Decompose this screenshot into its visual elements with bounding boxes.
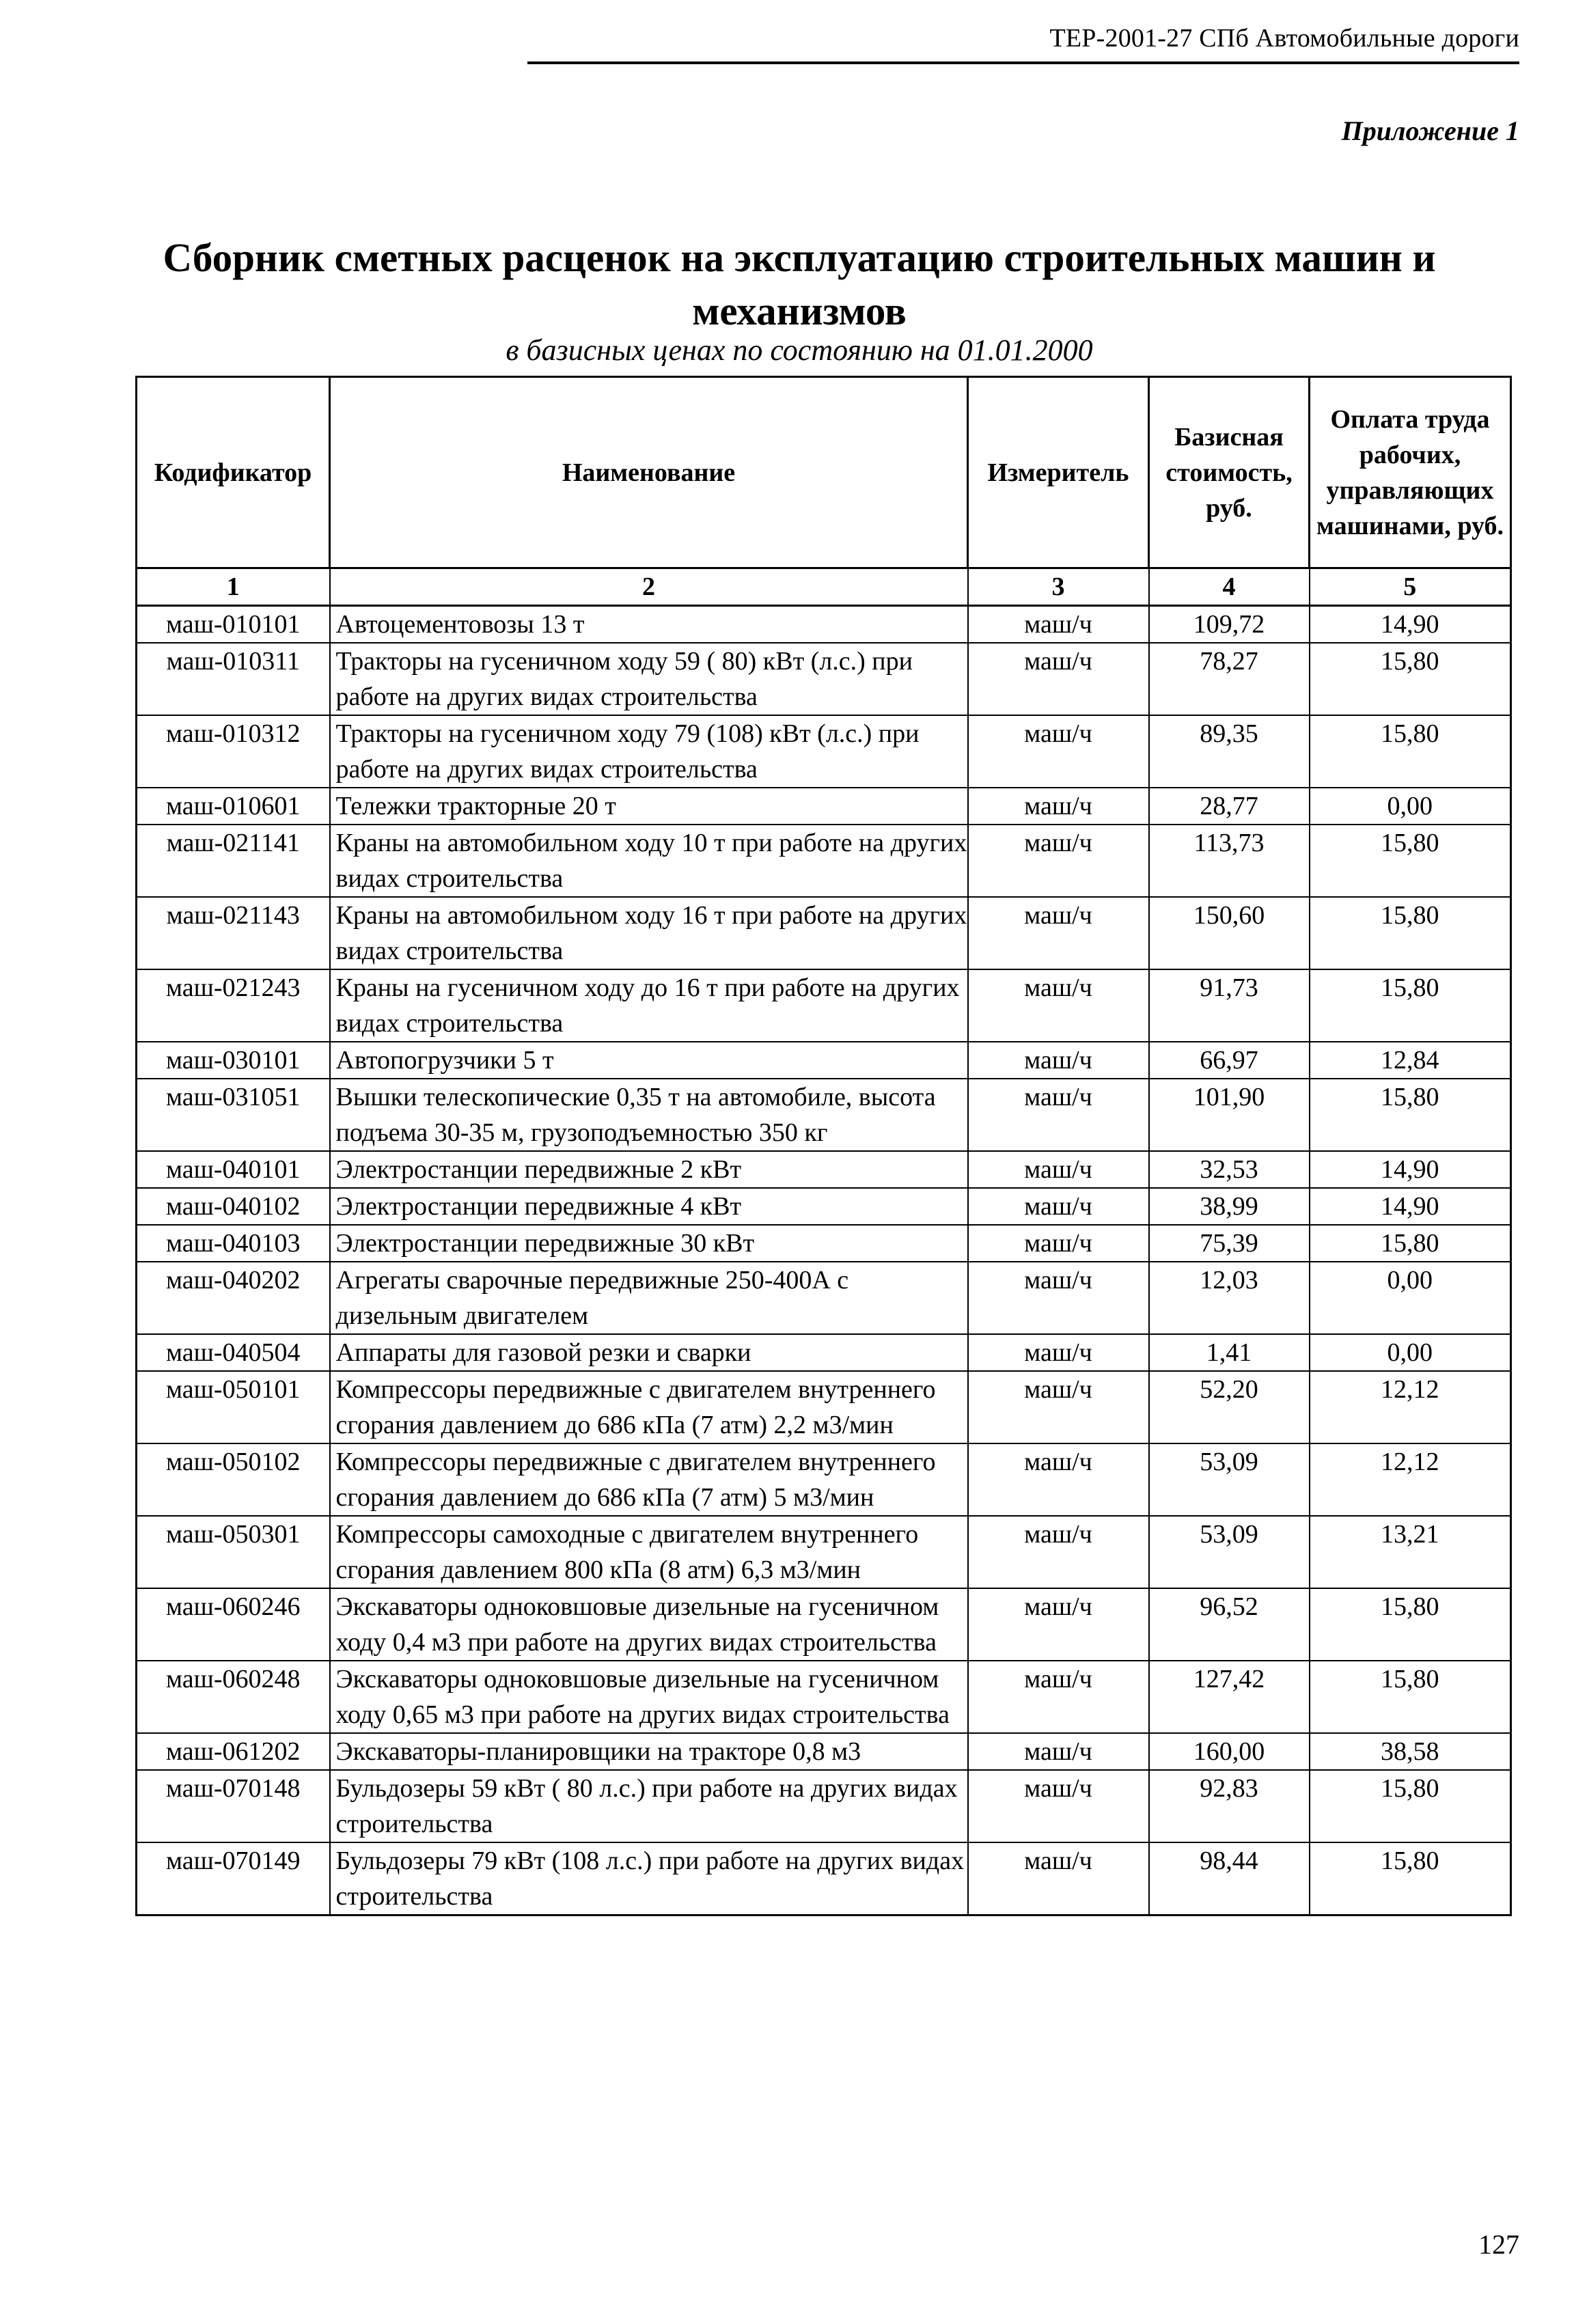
table-row [137,825,1511,897]
cell-unit: маш/ч [968,1079,1149,1151]
cell-name: Тракторы на гусеничном ходу 79 (108) кВт (л.с.) при работе на других видах строительства [330,715,968,788]
cell-code: маш-050301 [137,1516,330,1588]
cell-code: маш-040103 [137,1225,330,1262]
column-header-labor: Оплата труда рабочих, управляющих машинами, руб. [1310,377,1511,568]
cell-name: Электростанции передвижные 30 кВт [330,1225,968,1262]
cell-name: Тракторы на гусеничном ходу 59 ( 80) кВт (л.с.) при работе на других видах строительства [330,643,968,715]
cell-cost: 75,39 [1149,1225,1310,1262]
cell-name: Компрессоры передвижные с двигателем внутреннего сгорания давлением до 686 кПа (7 атм) 2,2 м3/мин [330,1371,968,1443]
cell-unit: маш/ч [968,1262,1149,1334]
cell-unit: маш/ч [968,1661,1149,1733]
cell-unit: маш/ч [968,715,1149,788]
cell-unit: маш/ч [968,1516,1149,1588]
cell-labor: 14,90 [1310,1151,1511,1188]
column-header-name: Наименование [330,377,968,568]
table-row [137,1733,1511,1770]
table-row [137,1443,1511,1516]
cell-cost: 101,90 [1149,1079,1310,1151]
table-row [137,715,1511,788]
cell-unit: маш/ч [968,1042,1149,1079]
cell-code: маш-060246 [137,1588,330,1661]
cell-name: Автоцементовозы 13 т [330,606,968,644]
cell-cost: 53,09 [1149,1443,1310,1516]
cell-name: Компрессоры передвижные с двигателем внутреннего сгорания давлением до 686 кПа (7 атм) 5 м3/мин [330,1443,968,1516]
cell-name: Компрессоры самоходные с двигателем внутреннего сгорания давлением 800 кПа (8 атм) 6,3 м3/мин [330,1516,968,1588]
column-number-row [137,568,1511,606]
cell-code: маш-040102 [137,1188,330,1225]
cell-labor: 15,80 [1310,1842,1511,1915]
cell-labor: 38,58 [1310,1733,1511,1770]
cell-cost: 66,97 [1149,1042,1310,1079]
cell-unit: маш/ч [968,969,1149,1042]
cell-cost: 160,00 [1149,1733,1310,1770]
table-row [137,1334,1511,1371]
cell-labor: 14,90 [1310,606,1511,644]
cell-code: маш-070148 [137,1770,330,1842]
cell-unit: маш/ч [968,1371,1149,1443]
table-row [137,1262,1511,1334]
cell-labor: 15,80 [1310,825,1511,897]
cell-cost: 113,73 [1149,825,1310,897]
cell-cost: 150,60 [1149,897,1310,969]
table-row [137,1842,1511,1915]
cell-name: Экскаваторы-планировщики на тракторе 0,8 м3 [330,1733,968,1770]
cell-name: Агрегаты сварочные передвижные 250-400А с дизельным двигателем [330,1262,968,1334]
column-number: 1 [137,568,330,606]
cell-name: Краны на автомобильном ходу 10 т при работе на других видах строительства [330,825,968,897]
rates-table [135,376,1512,1916]
table-row [137,897,1511,969]
table-row [137,1516,1511,1588]
cell-name: Экскаваторы одноковшовые дизельные на гусеничном ходу 0,4 м3 при работе на других видах строительства [330,1588,968,1661]
cell-name: Вышки телескопические 0,35 т на автомобиле, высота подъема 30-35 м, грузоподъемностью 350 кг [330,1079,968,1151]
cell-unit: маш/ч [968,1770,1149,1842]
cell-code: маш-030101 [137,1042,330,1079]
cell-code: маш-021141 [137,825,330,897]
cell-unit: маш/ч [968,897,1149,969]
column-number: 5 [1310,568,1511,606]
cell-cost: 91,73 [1149,969,1310,1042]
table-row [137,1042,1511,1079]
cell-code: маш-010601 [137,788,330,825]
cell-unit: маш/ч [968,1842,1149,1915]
cell-name: Бульдозеры 79 кВт (108 л.с.) при работе на других видах строительства [330,1842,968,1915]
cell-code: маш-040101 [137,1151,330,1188]
table-row [137,1661,1511,1733]
cell-code: маш-010311 [137,643,330,715]
table-row [137,1371,1511,1443]
cell-labor: 12,12 [1310,1371,1511,1443]
cell-labor: 12,12 [1310,1443,1511,1516]
cell-code: маш-050102 [137,1443,330,1516]
cell-unit: маш/ч [968,1443,1149,1516]
cell-name: Краны на гусеничном ходу до 16 т при работе на других видах строительства [330,969,968,1042]
cell-name: Тележки тракторные 20 т [330,788,968,825]
cell-code: маш-060248 [137,1661,330,1733]
column-number: 3 [968,568,1149,606]
cell-labor: 15,80 [1310,1770,1511,1842]
table-row [137,788,1511,825]
cell-cost: 32,53 [1149,1151,1310,1188]
header-rule [527,61,1519,64]
column-number: 2 [330,568,968,606]
cell-cost: 92,83 [1149,1770,1310,1842]
cell-unit: маш/ч [968,825,1149,897]
cell-unit: маш/ч [968,1334,1149,1371]
cell-labor: 0,00 [1310,1334,1511,1371]
table-row [137,1151,1511,1188]
cell-cost: 38,99 [1149,1188,1310,1225]
cell-labor: 0,00 [1310,788,1511,825]
table-row [137,1225,1511,1262]
cell-labor: 15,80 [1310,897,1511,969]
cell-code: маш-040202 [137,1262,330,1334]
column-header-code: Кодификатор [137,377,330,568]
cell-code: маш-021243 [137,969,330,1042]
cell-labor: 15,80 [1310,1225,1511,1262]
cell-cost: 109,72 [1149,606,1310,644]
cell-cost: 78,27 [1149,643,1310,715]
cell-code: маш-050101 [137,1371,330,1443]
cell-code: маш-070149 [137,1842,330,1915]
cell-cost: 127,42 [1149,1661,1310,1733]
cell-labor: 15,80 [1310,1661,1511,1733]
cell-name: Электростанции передвижные 4 кВт [330,1188,968,1225]
table-row [137,606,1511,644]
cell-name: Бульдозеры 59 кВт ( 80 л.с.) при работе на других видах строительства [330,1770,968,1842]
cell-unit: маш/ч [968,643,1149,715]
cell-labor: 12,84 [1310,1042,1511,1079]
cell-unit: маш/ч [968,1225,1149,1262]
cell-name: Аппараты для газовой резки и сварки [330,1334,968,1371]
document-title: Сборник сметных расценок на эксплуатацию строительных машин и механизмов [163,235,1436,333]
cell-cost: 98,44 [1149,1842,1310,1915]
cell-name: Автопогрузчики 5 т [330,1042,968,1079]
cell-name: Электростанции передвижные 2 кВт [330,1151,968,1188]
cell-labor: 15,80 [1310,643,1511,715]
cell-labor: 13,21 [1310,1516,1511,1588]
appendix-label: Приложение 1 [1341,115,1519,146]
column-header-unit: Измеритель [968,377,1149,568]
cell-unit: маш/ч [968,1151,1149,1188]
page-number: 127 [1478,2229,1519,2260]
cell-unit: маш/ч [968,1188,1149,1225]
table-body [137,606,1511,1915]
cell-code: маш-010312 [137,715,330,788]
cell-unit: маш/ч [968,1588,1149,1661]
table-row [137,969,1511,1042]
table-header-row [137,377,1511,568]
cell-code: маш-040504 [137,1334,330,1371]
cell-code: маш-021143 [137,897,330,969]
cell-unit: маш/ч [968,788,1149,825]
column-number: 4 [1149,568,1310,606]
table-row [137,1588,1511,1661]
cell-labor: 15,80 [1310,1588,1511,1661]
cell-code: маш-061202 [137,1733,330,1770]
cell-labor: 15,80 [1310,715,1511,788]
running-header: ТЕР-2001-27 СПб Автомобильные дороги [1049,24,1519,53]
cell-labor: 0,00 [1310,1262,1511,1334]
table-row [137,1188,1511,1225]
table-row [137,1770,1511,1842]
table-row [137,1079,1511,1151]
cell-labor: 15,80 [1310,1079,1511,1151]
cell-labor: 14,90 [1310,1188,1511,1225]
cell-name: Краны на автомобильном ходу 16 т при работе на других видах строительства [330,897,968,969]
cell-cost: 12,03 [1149,1262,1310,1334]
document-subtitle: в базисных ценах по состоянию на 01.01.2000 [506,333,1093,367]
cell-name: Экскаваторы одноковшовые дизельные на гусеничном ходу 0,65 м3 при работе на других видах строительства [330,1661,968,1733]
cell-cost: 89,35 [1149,715,1310,788]
cell-cost: 52,20 [1149,1371,1310,1443]
column-header-cost: Базисная стоимость, руб. [1149,377,1310,568]
cell-cost: 96,52 [1149,1588,1310,1661]
cell-unit: маш/ч [968,1733,1149,1770]
cell-cost: 53,09 [1149,1516,1310,1588]
cell-cost: 28,77 [1149,788,1310,825]
cell-labor: 15,80 [1310,969,1511,1042]
table-row [137,643,1511,715]
cell-code: маш-031051 [137,1079,330,1151]
cell-code: маш-010101 [137,606,330,644]
cell-unit: маш/ч [968,606,1149,644]
cell-cost: 1,41 [1149,1334,1310,1371]
